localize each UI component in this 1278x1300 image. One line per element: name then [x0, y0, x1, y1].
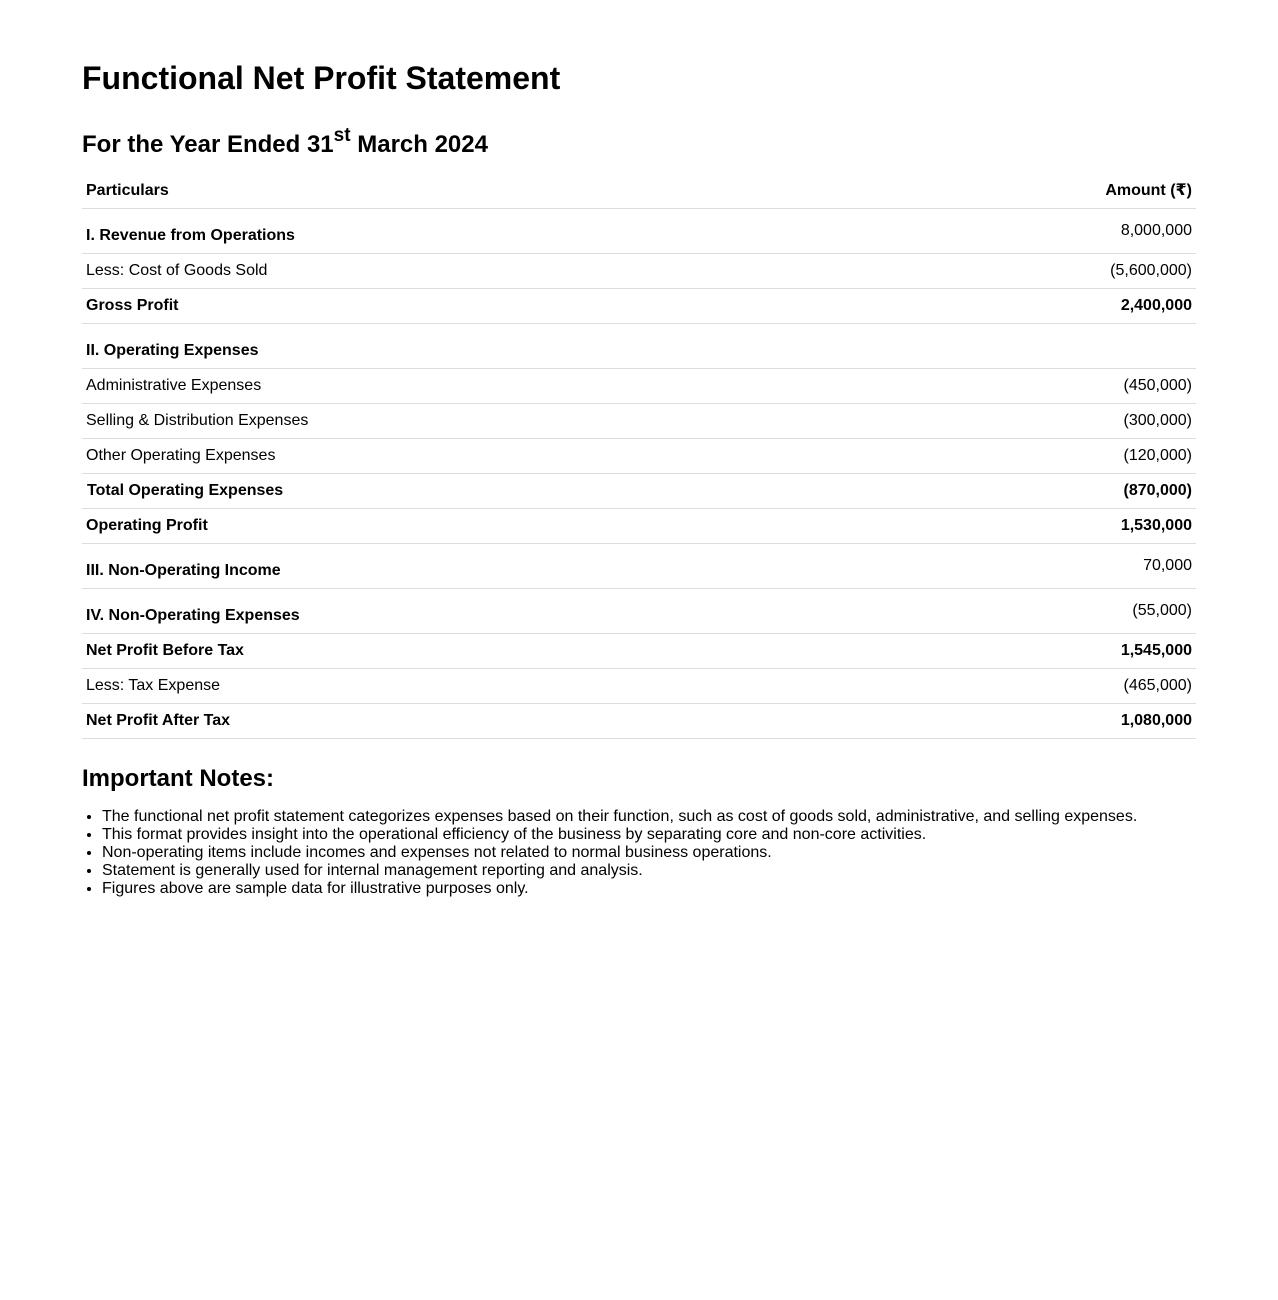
list-item: • Non-operating items include incomes and expenses not related to normal business operations. [102, 844, 1196, 862]
row-label: Net Profit After Tax [82, 704, 872, 739]
subtitle-suffix: March 2024 [350, 131, 488, 158]
row-label: Less: Cost of Goods Sold [82, 254, 872, 289]
row-amount: (870,000) [872, 474, 1197, 509]
row-label: Less: Tax Expense [82, 669, 872, 704]
list-item: • Figures above are sample data for illustrative purposes only. [102, 880, 1196, 898]
row-label: I. Revenue from Operations [82, 209, 872, 254]
list-item: • Statement is generally used for internal management reporting and analysis. [102, 862, 1196, 880]
period-subtitle [82, 122, 1196, 161]
table-row [82, 474, 1196, 509]
page-title: Functional Net Profit Statement [82, 60, 561, 96]
row-label: Net Profit Before Tax [82, 634, 872, 669]
row-label: Other Operating Expenses [82, 439, 872, 474]
row-label: III. Non-Operating Income [82, 544, 872, 589]
row-label: II. Operating Expenses [82, 324, 872, 369]
table-row [82, 704, 1196, 739]
table-row [82, 324, 1196, 369]
row-amount: (120,000) [872, 439, 1197, 474]
table-row [82, 544, 1196, 589]
table-row [82, 509, 1196, 544]
row-amount: (465,000) [872, 669, 1197, 704]
table-row [82, 439, 1196, 474]
row-amount: 8,000,000 [872, 209, 1197, 254]
row-label: Operating Profit [82, 509, 872, 544]
table-row [82, 634, 1196, 669]
table-row [82, 669, 1196, 704]
table-row [82, 369, 1196, 404]
row-amount: (450,000) [872, 369, 1197, 404]
row-amount: (300,000) [872, 404, 1197, 439]
header-amount: Amount (₹) [872, 174, 1197, 209]
subtitle-prefix: For the Year Ended 31 [82, 131, 334, 158]
table-header-row [82, 174, 1196, 209]
header-particulars: Particulars [82, 174, 872, 209]
row-amount: (5,600,000) [872, 254, 1197, 289]
table-row [82, 209, 1196, 254]
table-row [82, 404, 1196, 439]
subtitle-superscript: st [333, 125, 351, 146]
row-amount: 1,080,000 [872, 704, 1197, 739]
row-label: Administrative Expenses [82, 369, 872, 404]
row-amount: 70,000 [872, 544, 1197, 589]
row-amount: (55,000) [872, 589, 1197, 634]
notes-heading: Important Notes: [82, 765, 274, 792]
row-amount: 2,400,000 [872, 289, 1197, 324]
table-row [82, 289, 1196, 324]
row-label: Gross Profit [82, 289, 872, 324]
row-label: IV. Non-Operating Expenses [82, 589, 872, 634]
notes-list [82, 808, 1196, 898]
row-label: Total Operating Expenses [82, 474, 872, 509]
profit-statement-table [82, 174, 1196, 739]
table-row [82, 589, 1196, 634]
list-item: • The functional net profit statement categorizes expenses based on their function, such as cost of goods sold, administrative, and selling expenses. [102, 808, 1196, 826]
row-amount: 1,545,000 [872, 634, 1197, 669]
row-amount [872, 324, 1197, 369]
table-row [82, 254, 1196, 289]
row-amount: 1,530,000 [872, 509, 1197, 544]
row-label: Selling & Distribution Expenses [82, 404, 872, 439]
list-item: • This format provides insight into the operational efficiency of the business by separating core and non-core activities. [102, 826, 1196, 844]
